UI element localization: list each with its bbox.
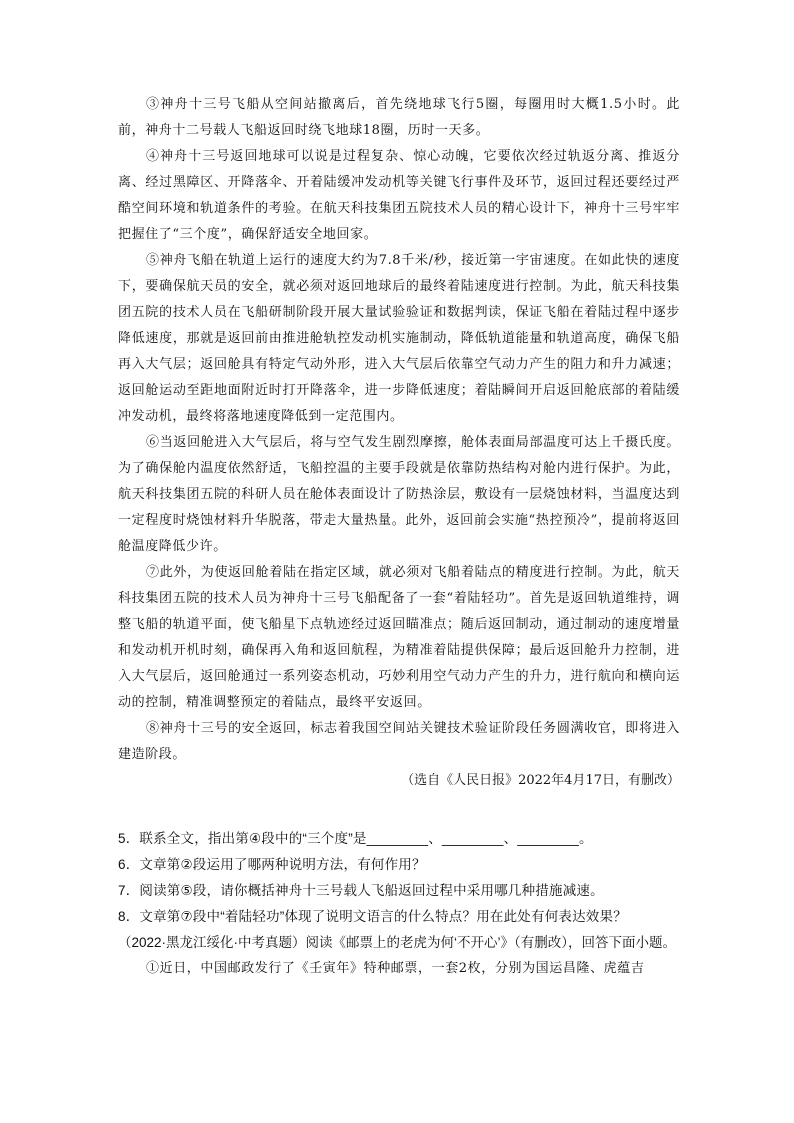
- paragraph-8: ⑧神舟十三号的安全返回，标志着我国空间站关键技术验证阶段任务圆满收官，即将进入建造阶段。: [118, 721, 680, 762]
- paragraph-3: ③神舟十三号飞船从空间站撤离后，首先绕地球飞行5圈，每圈用时大概1.5小时。此前，神舟十二号载人飞船返回时绕飞地球18圈，历时一天多。: [118, 97, 680, 138]
- question-5: 5．联系全文，指出第④段中的“三个度”是________、________、________。: [118, 831, 593, 846]
- next-paragraph-1: ①近日，中国邮政发行了《壬寅年》特种邮票，一套2枚，分别为国运昌隆、虎蕴吉: [146, 961, 645, 976]
- paragraph-4: ④神舟十三号返回地球可以说是过程复杂、惊心动魄，它要依次经过轨返分离、推返分离、经过黑障区、开降落伞、开着陆缓冲发动机等关键飞行事件及环节，返回过程还要经过严酷空间环境和轨道条件的考验。在航天科技集团五院技术人员的精心设计下，神舟十三号牢牢把握住了“三个度”，确保舒适安全地回家。: [118, 149, 680, 242]
- paragraph-6: ⑥当返回舱进入大气层后，将与空气发生剧烈摩擦，舱体表面局部温度可达上千摄氏度。为了确保舱内温度依然舒适，飞船控温的主要手段就是依靠防热结构对舱内进行保护。为此，航天科技集团五院的科研人员在舱体表面设计了防热涂层，敷设有一层烧蚀材料，当温度达到一定程度时烧蚀材料升华脱落，带走大量热量。此外，返回前会实施“热控预冷”，提前将返回舱温度降低少许。: [118, 435, 680, 554]
- question-7: 7．阅读第⑤段，请你概括神舟十三号载人飞船返回过程中采用哪几种措施减速。: [118, 883, 604, 898]
- next-section-intro: （2022·黑龙江绥化·中考真题）阅读《邮票上的老虎为何‘不开心’》（有删改），回答下面小题。: [118, 935, 677, 950]
- question-6: 6．文章第②段运用了哪两种说明方法，有何作用？: [118, 857, 426, 872]
- paragraph-7: ⑦此外，为使返回舱着陆在指定区域，就必须对飞船着陆点的精度进行控制。为此，航天科技集团五院的技术人员为神舟十三号飞船配备了一套“着陆轻功”。首先是返回轨道维持，调整飞船的轨道平面，使飞船星下点轨迹经过返回瞄准点；随后返回制动，通过制动的速度增量和发动机开机时刻，确保再入角和返回航程，为精准着陆提供保障；最后返回舱升力控制，进入大气层后，返回舱通过一系列姿态机动，巧妙利用空气动力产生的升力，进行航向和横向运动的控制，精准调整预定的着陆点，最终平安返回。: [118, 565, 680, 710]
- paragraph-5: ⑤神舟飞船在轨道上运行的速度大约为7.8千米/秒，接近第一宇宙速度。在如此快的速度下，要确保航天员的安全，就必须对返回地球后的最终着陆速度进行控制。为此，航天科技集团五院的技术人员在飞船研制阶段开展大量试验验证和数据判读，保证飞船在着陆过程中逐步降低速度，那就是返回前由推进舱轨控发动机实施制动，降低轨道能量和轨道高度，确保飞船再入大气层；返回舱具有特定气动外形，进入大气层后依靠空气动力产生的阻力和升力减速；返回舱运动至距地面附近时打开降落伞，进一步降低速度；着陆瞬间开启返回舱底部的着陆缓冲发动机，最终将落地速度降低到一定范围内。: [118, 253, 680, 424]
- question-8: 8．文章第⑦段中“着陆轻功”体现了说明文语言的什么特点？用在此处有何表达效果？: [118, 909, 627, 924]
- reading-passage: [118, 92, 680, 794]
- question-list: [118, 826, 680, 982]
- source-citation: （选自《人民日报》2022年4月17日，有删改）: [401, 773, 680, 788]
